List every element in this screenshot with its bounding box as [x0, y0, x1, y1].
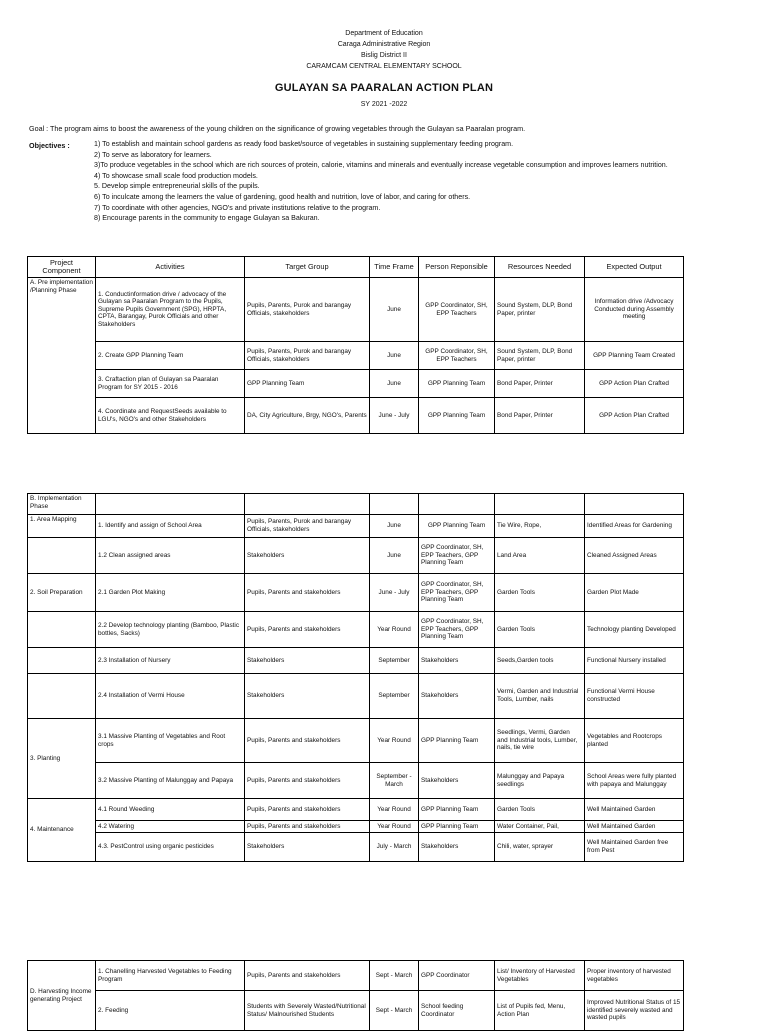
table-row: [28, 515, 684, 538]
person-cell: GPP Coordinator, SH, EPP Teachers, GPP Planning Team: [419, 538, 495, 574]
resources-cell: Chili, water, sprayer: [495, 833, 585, 862]
resources-cell: Garden Tools: [495, 574, 585, 612]
resources-cell: Seeds,Garden tools: [495, 648, 585, 674]
component-cell: D. Harvesting Income generating Project: [28, 961, 96, 1031]
activity-cell: 2.4 Installation of Vermi House: [96, 674, 245, 719]
output-cell: GPP Planning Team Created: [585, 342, 684, 370]
target-cell: Pupils, Parents and stakeholders: [245, 821, 370, 833]
column-header: Target Group: [245, 257, 370, 278]
component-cell: 3. Planting: [28, 719, 96, 799]
output-cell: GPP Action Plan Crafted: [585, 398, 684, 434]
table-row: [28, 833, 684, 862]
activity-cell: 3.1 Massive Planting of Vegetables and Root crops: [96, 719, 245, 763]
output-cell: Well Maintained Garden: [585, 821, 684, 833]
column-header: Person Reponsible: [419, 257, 495, 278]
target-cell: Students with Severely Wasted/Nutritional Status/ Malnourished Students: [245, 991, 370, 1031]
output-cell: Well Maintained Garden free from Pest: [585, 833, 684, 862]
target-cell: DA, City Agriculture, Brgy, NGO's, Parents: [245, 398, 370, 434]
pre-implementation-table: [27, 256, 684, 434]
resources-cell: Seedlings, Vermi, Garden and Industrial tools, Lumber, nails, tie wire: [495, 719, 585, 763]
time-cell: September: [370, 648, 419, 674]
component-cell: 1. Area Mapping: [28, 515, 96, 538]
objective-item: 2) To serve as laboratory for learners.: [94, 150, 212, 159]
person-cell: GPP Planning Team: [419, 515, 495, 538]
table-row: [28, 398, 684, 434]
person-cell: GPP Coordinator, SH, EPP Teachers, GPP Planning Team: [419, 612, 495, 648]
time-cell: June - July: [370, 398, 419, 434]
table-row: [28, 278, 684, 342]
person-cell: GPP Planning Team: [419, 370, 495, 398]
person-cell: Stakeholders: [419, 833, 495, 862]
person-cell: Stakeholders: [419, 674, 495, 719]
activity-cell: 4.1 Round Weeding: [96, 799, 245, 821]
activity-cell: 2. Feeding: [96, 991, 245, 1031]
output-cell: Functional Vermi House constructed: [585, 674, 684, 719]
district-name: Bislig District II: [361, 52, 407, 59]
objective-item: 6) To inculcate among the learners the value of gardening, good health and nutrition, love of labor, and caring for others.: [94, 192, 471, 201]
person-cell: Stakeholders: [419, 763, 495, 799]
time-cell: Year Round: [370, 719, 419, 763]
resources-cell: Garden Tools: [495, 799, 585, 821]
department-name: Department of Education: [345, 30, 423, 37]
objective-item: 5. Develop simple entrepreneurial skills of the pupils.: [94, 182, 260, 191]
region-name: Caraga Administrative Region: [337, 41, 431, 48]
table-header-row: [28, 257, 684, 278]
time-cell: September: [370, 674, 419, 719]
document-title: GULAYAN SA PAARALAN ACTION PLAN: [274, 82, 494, 94]
person-cell: GPP Coordinator, SH, EPP Teachers, GPP Planning Team: [419, 574, 495, 612]
activity-cell: 4.2 Watering: [96, 821, 245, 833]
output-cell: Functional Nursery installed: [585, 648, 684, 674]
objectives-list: [94, 139, 684, 224]
target-cell: Stakeholders: [245, 538, 370, 574]
output-cell: School Areas were fully planted with papaya and Malunggay: [585, 763, 684, 799]
table-row: [28, 612, 684, 648]
time-cell: Year Round: [370, 799, 419, 821]
component-cell: A. Pre implementation /Planning Phase: [28, 278, 96, 434]
target-cell: GPP Planning Team: [245, 370, 370, 398]
activity-cell: 4. Coordinate and RequestSeeds available to LGU's, NGO's and other Stakeholders: [96, 398, 245, 434]
target-cell: Pupils, Parents and stakeholders: [245, 961, 370, 991]
activity-cell: 2.1 Garden Plot Making: [96, 574, 245, 612]
table-row: [28, 370, 684, 398]
activity-cell: 4.3. PestControl using organic pesticides: [96, 833, 245, 862]
component-cell: 2. Soil Preparation: [28, 574, 96, 612]
table-row: [28, 538, 684, 574]
table-row: [28, 342, 684, 370]
activity-cell: 3. Craftaction plan of Gulayan sa Paaralan Program for SY 2015 - 2016: [96, 370, 245, 398]
person-cell: GPP Coordinator, SH, EPP Teachers: [419, 278, 495, 342]
table-row: [28, 799, 684, 821]
target-cell: Pupils, Parents and stakeholders: [245, 612, 370, 648]
activity-cell: 2. Create GPP Planning Team: [96, 342, 245, 370]
target-cell: Pupils, Parents and stakeholders: [245, 574, 370, 612]
target-cell: Pupils, Parents, Purok and barangay Officials, stakeholders: [245, 278, 370, 342]
harvesting-table: [27, 960, 684, 1031]
output-cell: Cleaned Assigned Areas: [585, 538, 684, 574]
objective-item: 7) To coordinate with other agencies, NGO's and private institutions relative to the program.: [94, 203, 381, 212]
time-cell: June: [370, 342, 419, 370]
activity-cell: 2.3 Installation of Nursery: [96, 648, 245, 674]
resources-cell: Malunggay and Papaya seedlings: [495, 763, 585, 799]
person-cell: GPP Coordinator: [419, 961, 495, 991]
table-row: [28, 674, 684, 719]
time-cell: Year Round: [370, 821, 419, 833]
time-cell: Sept - March: [370, 991, 419, 1031]
target-cell: Pupils, Parents and stakeholders: [245, 763, 370, 799]
objective-item: 3)To produce vegetables in the school which are rich sources of protein, calorie, vitamins and minerals and eventually increase vegetable consumption and improves learners nutrition.: [94, 161, 668, 170]
objective-item: 4) To showcase small scale food production models.: [94, 171, 258, 180]
table-row: [28, 574, 684, 612]
time-cell: June: [370, 370, 419, 398]
school-name: CARAMCAM CENTRAL ELEMENTARY SCHOOL: [306, 63, 462, 70]
objectives-label: Objectives :: [29, 141, 70, 150]
resources-cell: Bond Paper, Printer: [495, 370, 585, 398]
person-cell: GPP Planning Team: [419, 821, 495, 833]
target-cell: Pupils, Parents and stakeholders: [245, 719, 370, 763]
target-cell: Pupils, Parents, Purok and barangay Officials, stakeholders: [245, 515, 370, 538]
phase-cell: B. Implementation Phase: [28, 494, 96, 515]
resources-cell: List of Pupils fed, Menu, Action Plan: [495, 991, 585, 1031]
time-cell: June: [370, 538, 419, 574]
resources-cell: Land Area: [495, 538, 585, 574]
time-cell: June: [370, 515, 419, 538]
time-cell: September - March: [370, 763, 419, 799]
column-header: Expected Output: [585, 257, 684, 278]
person-cell: GPP Planning Team: [419, 799, 495, 821]
output-cell: Technology planting Developed: [585, 612, 684, 648]
resources-cell: Tie Wire, Rope,: [495, 515, 585, 538]
objective-item: 8) Encourage parents in the community to engage Gulayan sa Bakuran.: [94, 214, 320, 223]
output-cell: Well Maintained Garden: [585, 799, 684, 821]
output-cell: Vegetables and Rootcrops planted: [585, 719, 684, 763]
activity-cell: 1. Identify and assign of School Area: [96, 515, 245, 538]
resources-cell: Water Container, Pail,: [495, 821, 585, 833]
objective-item: 1) To establish and maintain school gardens as ready food basket/source of vegetables in sustaining supplementary feeding program.: [94, 140, 514, 148]
resources-cell: Vermi, Garden and Industrial Tools, Lumber, nails: [495, 674, 585, 719]
output-cell: Improved Nutritional Status of 15 identified severely wasted and wasted pupils: [585, 991, 684, 1031]
output-cell: Identified Areas for Gardening: [585, 515, 684, 538]
target-cell: Stakeholders: [245, 648, 370, 674]
target-cell: Pupils, Parents, Purok and barangay Officials, stakeholders: [245, 342, 370, 370]
activity-cell: 1.2 Clean assigned areas: [96, 538, 245, 574]
output-cell: GPP Action Plan Crafted: [585, 370, 684, 398]
column-header: Resources Needed: [495, 257, 585, 278]
component-cell: 4. Maintenance: [28, 799, 96, 862]
activity-cell: 3.2 Massive Planting of Malunggay and Papaya: [96, 763, 245, 799]
output-cell: Proper inventory of harvested vegetables: [585, 961, 684, 991]
time-cell: July - March: [370, 833, 419, 862]
person-cell: GPP Coordinator, SH, EPP Teachers: [419, 342, 495, 370]
output-cell: Garden Plot Made: [585, 574, 684, 612]
table-row: [28, 961, 684, 991]
activity-cell: 1. Chanelling Harvested Vegetables to Feeding Program: [96, 961, 245, 991]
column-header: Time Frame: [370, 257, 419, 278]
activity-cell: 1. Conductinformation drive / advocacy of the Gulayan sa Paaralan Program to the Pupils, Supreme Pupils Government (SPG), HRPTA, CPTA, Barangay, Purok Officials and other Stakeholders: [96, 278, 245, 342]
target-cell: Pupils, Parents and stakeholders: [245, 799, 370, 821]
table-row: [28, 648, 684, 674]
goal-statement: Goal : The program aims to boost the awareness of the young children on the significance of growing vegetables through the Gulayan sa Paaralan program.: [29, 124, 526, 133]
table-row: [28, 719, 684, 763]
school-year: SY 2021 -2022: [360, 101, 408, 108]
time-cell: Sept - March: [370, 961, 419, 991]
output-cell: Information drive /Advocacy Conducted during Assembly meeting: [585, 278, 684, 342]
resources-cell: Garden Tools: [495, 612, 585, 648]
table-row: [28, 991, 684, 1031]
time-cell: June - July: [370, 574, 419, 612]
activity-cell: 2.2 Develop technology planting (Bamboo, Plastic bottles, Sacks): [96, 612, 245, 648]
person-cell: GPP Planning Team: [419, 398, 495, 434]
time-cell: June: [370, 278, 419, 342]
resources-cell: Sound System, DLP, Bond Paper, printer: [495, 278, 585, 342]
target-cell: Stakeholders: [245, 674, 370, 719]
person-cell: Stakeholders: [419, 648, 495, 674]
table-row: [28, 494, 684, 515]
resources-cell: List/ Inventory of Harvested Vegetables: [495, 961, 585, 991]
target-cell: Stakeholders: [245, 833, 370, 862]
implementation-table: [27, 493, 684, 862]
person-cell: School feeding Coordinator: [419, 991, 495, 1031]
table-row: [28, 821, 684, 833]
person-cell: GPP Planning Team: [419, 719, 495, 763]
time-cell: Year Round: [370, 612, 419, 648]
resources-cell: Bond Paper, Printer: [495, 398, 585, 434]
resources-cell: Sound System, DLP, Bond Paper, printer: [495, 342, 585, 370]
column-header: Project Component: [28, 257, 96, 278]
column-header: Activities: [96, 257, 245, 278]
table-row: [28, 763, 684, 799]
